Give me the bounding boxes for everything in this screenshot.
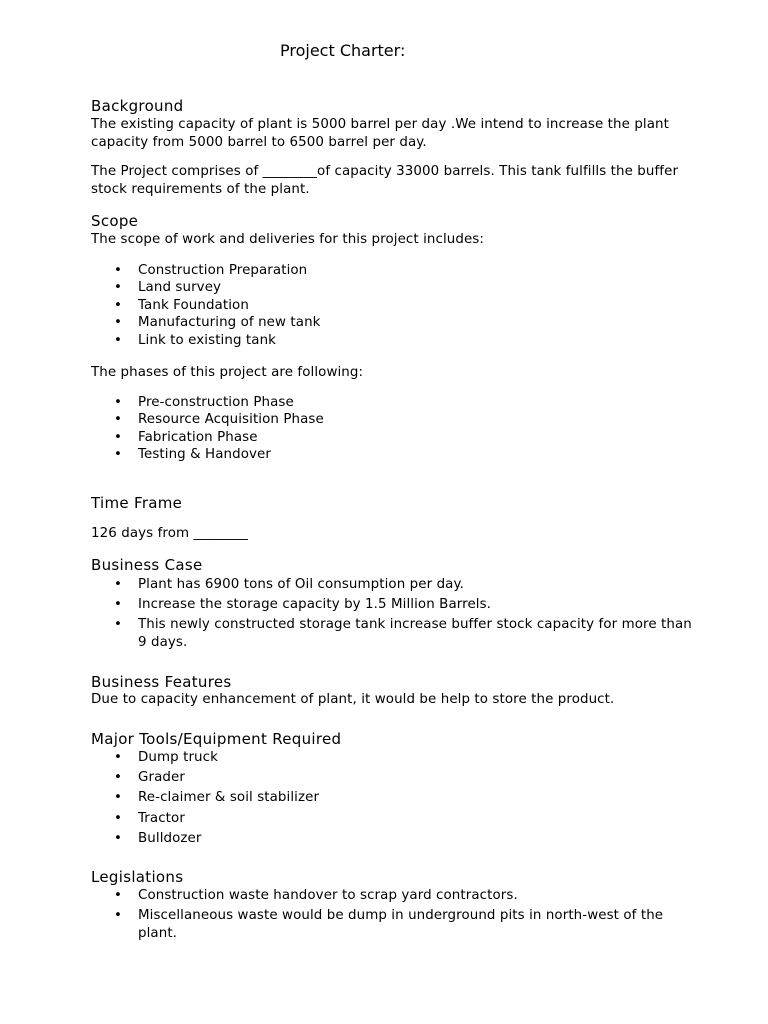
list-item: • Construction waste handover to scrap yard contractors.: [0, 887, 698, 905]
legislations-heading: Legislations: [91, 868, 184, 886]
background-heading: Background: [91, 97, 184, 115]
list-item: • Increase the storage capacity by 1.5 Million Barrels.: [0, 596, 698, 614]
tools-list: [0, 749, 698, 850]
background-paragraph-1: The existing capacity of plant is 5000 barrel per day .We intend to increase the plant capacity from 5000 barrel to 6500 barrel per day.: [91, 117, 669, 150]
business-case-list: [0, 576, 698, 654]
list-item: • Bulldozer: [0, 830, 698, 848]
list-item: • Miscellaneous waste would be dump in underground pits in north-west of the plant.: [0, 907, 698, 943]
background-paragraph-2: The Project comprises of ________of capacity 33000 barrels. This tank fulfills the buffer stock requirements of the plant.: [91, 164, 679, 197]
list-item: • Tractor: [0, 810, 698, 828]
business-features-heading: Business Features: [91, 673, 232, 691]
list-item: • Pre-construction Phase: [0, 394, 698, 411]
legislations-list: [0, 887, 698, 945]
list-item: • Manufacturing of new tank: [0, 314, 698, 331]
scope-intro: The scope of work and deliveries for this project includes:: [91, 232, 484, 247]
list-item: • This newly constructed storage tank increase buffer stock capacity for more than 9 days.: [0, 616, 698, 652]
page-title: Project Charter:: [280, 41, 406, 60]
list-item: • Land survey: [0, 279, 698, 296]
list-item: • Dump truck: [0, 749, 698, 767]
phases-intro: The phases of this project are following:: [91, 365, 364, 380]
list-item: • Fabrication Phase: [0, 429, 698, 446]
list-item: • Resource Acquisition Phase: [0, 411, 698, 428]
list-item: • Testing & Handover: [0, 446, 698, 463]
list-item: • Link to existing tank: [0, 332, 698, 349]
list-item: • Construction Preparation: [0, 262, 698, 279]
business-features-text: Due to capacity enhancement of plant, it would be help to store the product.: [91, 692, 615, 707]
list-item: • Plant has 6900 tons of Oil consumption per day.: [0, 576, 698, 594]
list-item: • Re-claimer & soil stabilizer: [0, 789, 698, 807]
business-case-heading: Business Case: [91, 556, 203, 574]
tools-heading: Major Tools/Equipment Required: [91, 730, 342, 748]
time-frame-heading: Time Frame: [91, 494, 183, 512]
scope-heading: Scope: [91, 212, 139, 230]
list-item: • Tank Foundation: [0, 297, 698, 314]
phases-list: [0, 394, 698, 464]
time-frame-text: 126 days from ________: [91, 526, 248, 541]
list-item: • Grader: [0, 769, 698, 787]
scope-list: [0, 262, 698, 349]
